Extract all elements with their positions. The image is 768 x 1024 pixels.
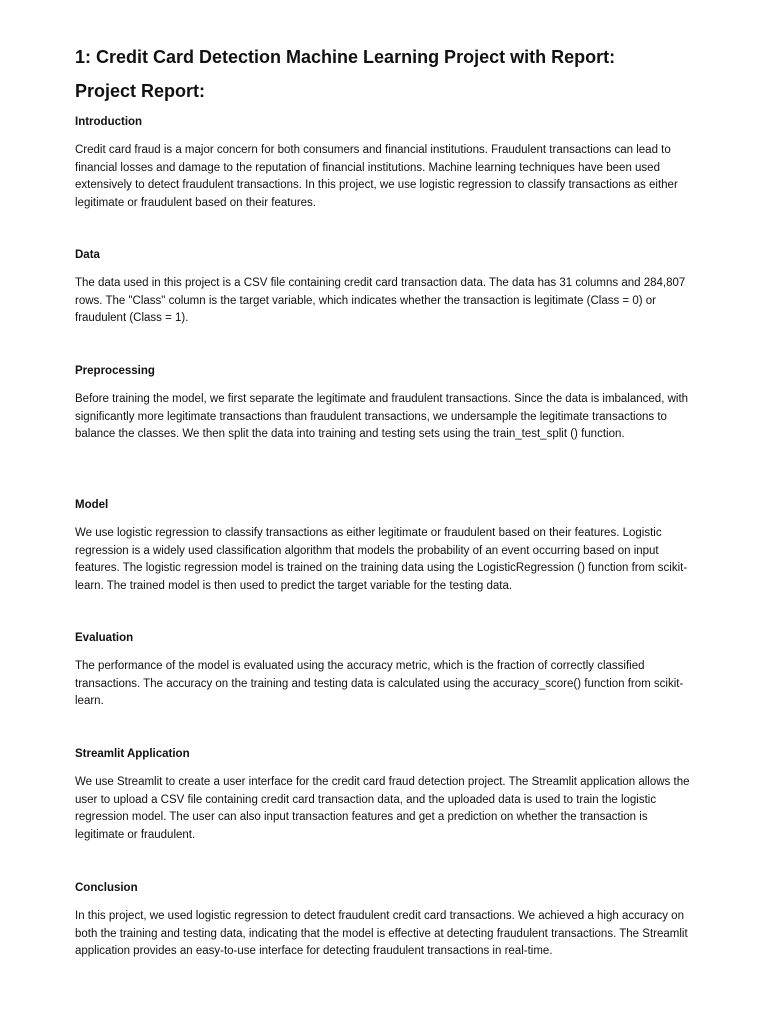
section-evaluation	[75, 630, 695, 711]
section-streamlit-application	[75, 746, 695, 844]
section-heading: Evaluation	[75, 632, 134, 644]
section-data	[75, 247, 695, 328]
section-heading: Introduction	[75, 116, 143, 128]
section-body: Credit card fraud is a major concern for both consumers and financial institutions. Fraudulent transactions can lead to financial losses and damage to the reputation of financial institutions. Machine learning techniques have been used extensively to detect fraudulent transactions. In this project, we use logistic regression to classify transactions as either legitimate or fraudulent based on their features.	[75, 144, 678, 209]
section-heading: Preprocessing	[75, 365, 155, 377]
section-body: The data used in this project is a CSV file containing credit card transaction data. The data has 31 columns and 284,807 rows. The "Class" column is the target variable, which indicates whether the transaction is legitimate (Class = 0) or fraudulent (Class = 1).	[75, 277, 686, 325]
report-subtitle: Project Report:	[75, 81, 206, 101]
section-introduction	[75, 114, 695, 212]
section-preprocessing	[75, 363, 695, 444]
section-body: In this project, we used logistic regression to detect fraudulent credit card transactions. We achieved a high accuracy on both the training and testing data, indicating that the model is effective at detecting fraudulent transactions. The Streamlit application provides an easy-to-use interface for detecting fraudulent transactions in real-time.	[75, 910, 688, 958]
section-body: We use logistic regression to classify transactions as either legitimate or fraudulent based on their features. Logistic regression is a widely used classification algorithm that models the probability of an event occurring based on input features. The logistic regression model is trained on the training data using the LogisticRegression () function from scikit-learn. The trained model is then used to predict the target variable for the testing data.	[75, 527, 688, 592]
section-conclusion	[75, 880, 695, 961]
section-body: Before training the model, we first separate the legitimate and fraudulent transactions. Since the data is imbalanced, with significantly more legitimate transactions than fraudulent transactions, we undersample the legitimate transactions to balance the classes. We then split the data into training and testing sets using the train_test_split () function.	[75, 393, 689, 441]
document-title: 1: Credit Card Detection Machine Learning Project with Report:	[75, 47, 616, 67]
section-heading: Data	[75, 249, 100, 261]
section-heading: Conclusion	[75, 882, 138, 894]
section-heading: Streamlit Application	[75, 748, 190, 760]
section-model	[75, 497, 695, 595]
section-heading: Model	[75, 499, 109, 511]
section-body: The performance of the model is evaluated using the accuracy metric, which is the fraction of correctly classified transactions. The accuracy on the training and testing data is calculated using the accuracy_score() function from scikit-learn.	[75, 660, 684, 708]
section-body: We use Streamlit to create a user interface for the credit card fraud detection project. The Streamlit application allows the user to upload a CSV file containing credit card transaction data, and the uploaded data is used to train the logistic regression model. The user can also input transaction features and get a prediction on whether the transaction is legitimate or fraudulent.	[75, 776, 690, 841]
